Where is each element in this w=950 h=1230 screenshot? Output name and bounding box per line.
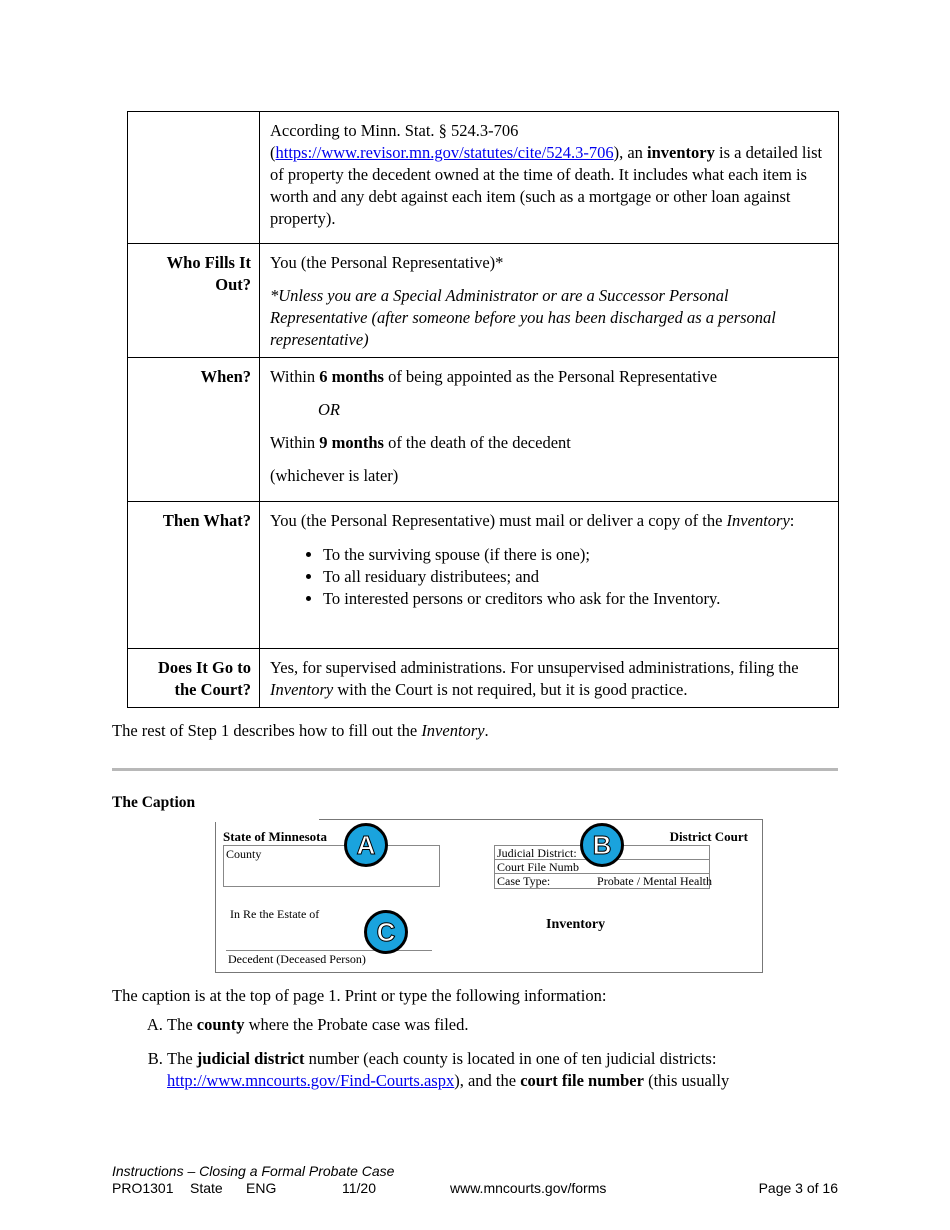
footer-code: PRO1301 (112, 1180, 174, 1196)
inventory-info-table (127, 111, 839, 708)
footer-lang: ENG (246, 1180, 277, 1196)
caption-example-image: State of Minnesota County District Court Judicial District: Court File Numb Case Type: Probate / Mental Health In Re the Estate of Inventory Decedent (Deceased Person) A B C (215, 819, 763, 973)
row-label: Does It Go to the Court? (128, 649, 260, 708)
list-item: A. The county where the Probate case was filed. (167, 1014, 867, 1036)
find-courts-link[interactable]: http://www.mncourts.gov/Find-Courts.aspx (167, 1071, 455, 1090)
footer-state: State (190, 1180, 223, 1196)
list-item: B. The judicial district number (each county is located in one of ten judicial districts: http://www.mncourts.gov/Find-Courts.aspx), and the court file number (this usually (167, 1048, 867, 1092)
row-label: Then What? (128, 502, 260, 649)
footer-title: Instructions – Closing a Formal Probate Case (112, 1163, 395, 1179)
statute-link[interactable]: https://www.revisor.mn.gov/statutes/cite/524.3-706 (275, 143, 614, 162)
caption-intro: The caption is at the top of page 1. Print or type the following information: (112, 986, 607, 1005)
marker-b-icon: B (580, 823, 624, 867)
list-item: • To interested persons or creditors who ask for the Inventory. (323, 588, 830, 610)
section-heading: The Caption (112, 794, 196, 811)
footer-url: www.mncourts.gov/forms (450, 1180, 607, 1196)
caption-instructions-list (112, 1014, 867, 1104)
list-item: • To the surviving spouse (if there is one); (323, 544, 830, 566)
table-row: When? Within 6 months of being appointed as the Personal Representative OR Within 9 months of the death of the decedent (whichever is later) (128, 358, 839, 502)
table-row: Then What? You (the Personal Representative) must mail or deliver a copy of the Inventory: • To the surviving spouse (if there is one); • To all residuary distributees; and • To interested persons or creditors who ask for the Inventory. (128, 502, 839, 649)
section-divider (112, 768, 838, 771)
table-row: Who Fills It Out? You (the Personal Representative)* *Unless you are a Special Administrator or are a Successor Personal Representative (after someone before you has been discharged as a personal representative) (128, 244, 839, 358)
footer-date: 11/20 (342, 1180, 376, 1196)
marker-a-icon: A (344, 823, 388, 867)
row-label: Who Fills It Out? (128, 244, 260, 358)
intro-text: According to Minn. Stat. § 524.3-706 (https://www.revisor.mn.gov/statutes/cite/524.3-706), an inventory is a detailed list of property the decedent owned at the time of death. It includes what each item is worth and any debt against each item (such as a mortgage or other loan against property). (270, 121, 823, 228)
table-row (128, 112, 839, 244)
row-label: When? (128, 358, 260, 502)
footer-page-number: Page 3 of 16 (758, 1180, 838, 1196)
marker-c-icon: C (364, 910, 408, 954)
list-item: • To all residuary distributees; and (323, 566, 830, 588)
rest-text: The rest of Step 1 describes how to fill out the Inventory. (112, 721, 489, 740)
recipient-list (270, 544, 830, 610)
table-row: Does It Go to the Court? Yes, for supervised administrations. For unsupervised administrations, filing the Inventory with the Court is not required, but it is good practice. (128, 649, 839, 708)
